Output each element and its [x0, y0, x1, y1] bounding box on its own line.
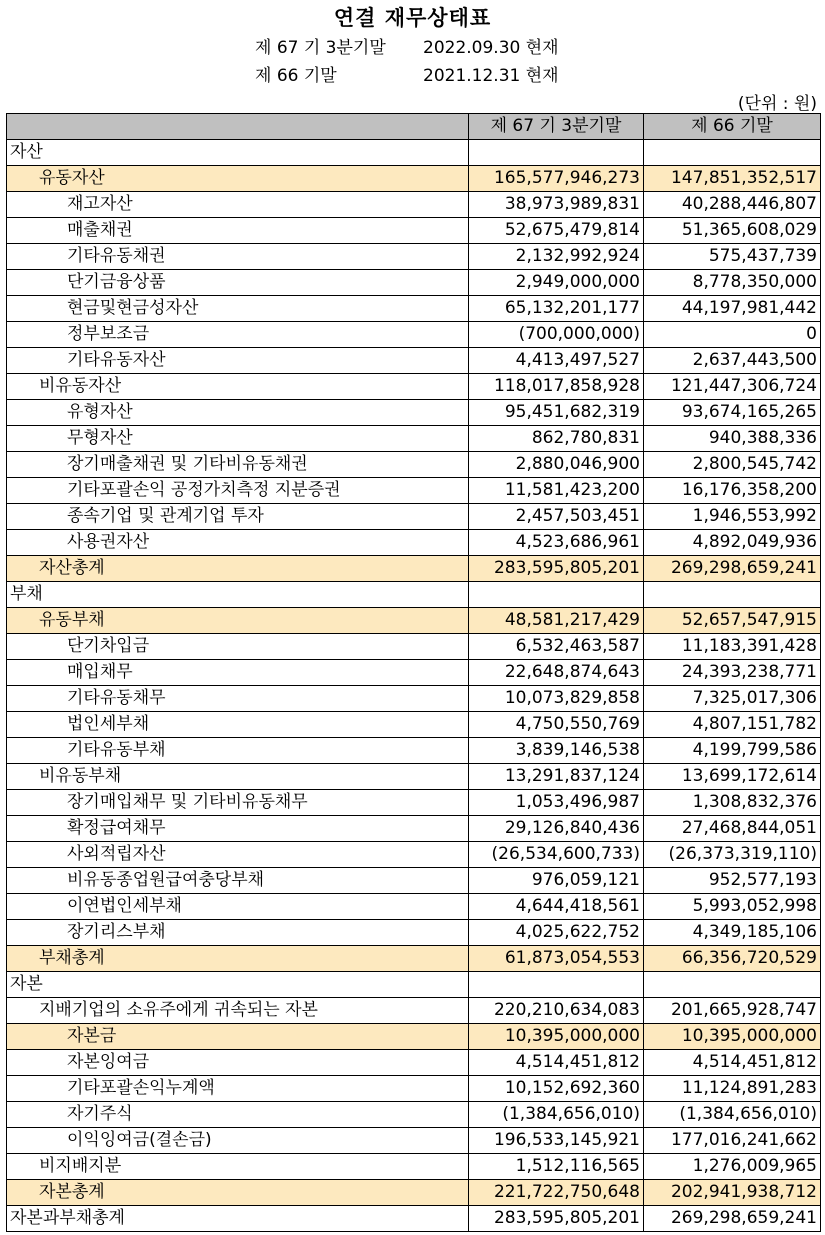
prior-period-value: 940,388,336 [644, 426, 821, 452]
current-period-value: 3,839,146,538 [469, 738, 644, 764]
table-body [7, 140, 821, 1232]
prior-period-value: 4,807,151,782 [644, 712, 821, 738]
table-row [7, 270, 821, 296]
prior-period-value: 11,124,891,283 [644, 1076, 821, 1102]
current-period-value: 976,059,121 [469, 868, 644, 894]
current-period-value: 4,413,497,527 [469, 348, 644, 374]
account-name: 자산 [7, 140, 469, 166]
prior-period-value: 10,395,000,000 [644, 1024, 821, 1050]
table-header-row [7, 114, 821, 140]
table-row [7, 608, 821, 634]
account-name: 비지배지분 [7, 1154, 469, 1180]
current-period-value: 38,973,989,831 [469, 192, 644, 218]
balance-sheet-table [6, 113, 821, 1232]
current-period-value: 2,949,000,000 [469, 270, 644, 296]
account-name: 기타유동부채 [7, 738, 469, 764]
current-period-value: 65,132,201,177 [469, 296, 644, 322]
current-period-value [469, 140, 644, 166]
account-name: 단기금융상품 [7, 270, 469, 296]
column-header-current: 제 67 기 3분기말 [469, 114, 644, 140]
account-name: 종속기업 및 관계기업 투자 [7, 504, 469, 530]
table-row [7, 1128, 821, 1154]
table-row [7, 1050, 821, 1076]
table-row [7, 660, 821, 686]
table-row [7, 218, 821, 244]
account-name: 유형자산 [7, 400, 469, 426]
current-period-value: 2,132,992,924 [469, 244, 644, 270]
prior-period-value: 1,276,009,965 [644, 1154, 821, 1180]
prior-period-value: 44,197,981,442 [644, 296, 821, 322]
account-name: 장기리스부채 [7, 920, 469, 946]
prior-period-value: 2,637,443,500 [644, 348, 821, 374]
table-row [7, 348, 821, 374]
current-period-value: 4,514,451,812 [469, 1050, 644, 1076]
account-name: 기타유동채권 [7, 244, 469, 270]
current-period-value: 10,395,000,000 [469, 1024, 644, 1050]
account-name: 장기매입채무 및 기타비유동채무 [7, 790, 469, 816]
current-period-value [469, 582, 644, 608]
prior-period-value: 24,393,238,771 [644, 660, 821, 686]
prior-period-value: 4,514,451,812 [644, 1050, 821, 1076]
current-period-value: 13,291,837,124 [469, 764, 644, 790]
current-period-value: 196,533,145,921 [469, 1128, 644, 1154]
account-name: 자기주식 [7, 1102, 469, 1128]
table-row [7, 244, 821, 270]
table-row [7, 634, 821, 660]
current-period-value: 10,152,692,360 [469, 1076, 644, 1102]
current-period-value: 95,451,682,319 [469, 400, 644, 426]
account-name: 자본 [7, 972, 469, 998]
table-row [7, 946, 821, 972]
table-row [7, 868, 821, 894]
unit-label: (단위 : 원) [737, 94, 817, 114]
prior-period-value: 7,325,017,306 [644, 686, 821, 712]
account-name: 자산총계 [7, 556, 469, 582]
current-period-value: 4,750,550,769 [469, 712, 644, 738]
prior-period-value: 575,437,739 [644, 244, 821, 270]
account-name: 기타유동자산 [7, 348, 469, 374]
prior-period-value: 177,016,241,662 [644, 1128, 821, 1154]
account-name: 자본과부채총계 [7, 1206, 469, 1232]
table-row [7, 712, 821, 738]
table-row [7, 998, 821, 1024]
account-name: 기타유동채무 [7, 686, 469, 712]
table-row [7, 140, 821, 166]
prior-period-value: 52,657,547,915 [644, 608, 821, 634]
prior-period-value: 11,183,391,428 [644, 634, 821, 660]
account-name: 매출채권 [7, 218, 469, 244]
table-row [7, 738, 821, 764]
prior-period-value: (26,373,319,110) [644, 842, 821, 868]
account-name: 기타포괄손익 공정가치측정 지분증권 [7, 478, 469, 504]
account-name: 확정급여채무 [7, 816, 469, 842]
current-period-label: 제 67 기 3분기말 [255, 38, 386, 58]
current-period-value: 221,722,750,648 [469, 1180, 644, 1206]
current-period-value: 1,512,116,565 [469, 1154, 644, 1180]
table-row [7, 322, 821, 348]
prior-period-value: 93,674,165,265 [644, 400, 821, 426]
current-period-value: 283,595,805,201 [469, 1206, 644, 1232]
prior-period-value: 952,577,193 [644, 868, 821, 894]
account-name: 이익잉여금(결손금) [7, 1128, 469, 1154]
prior-period-value: 16,176,358,200 [644, 478, 821, 504]
prior-period-value: 5,993,052,998 [644, 894, 821, 920]
table-row [7, 1024, 821, 1050]
prior-period-value: 2,800,545,742 [644, 452, 821, 478]
account-name: 비유동부채 [7, 764, 469, 790]
prior-period-value: 4,349,185,106 [644, 920, 821, 946]
current-period-value: 2,880,046,900 [469, 452, 644, 478]
table-row [7, 374, 821, 400]
current-period-value: (700,000,000) [469, 322, 644, 348]
table-row [7, 816, 821, 842]
account-name: 법인세부채 [7, 712, 469, 738]
current-period-value: 283,595,805,201 [469, 556, 644, 582]
prior-period-value: 1,946,553,992 [644, 504, 821, 530]
current-period-date: 2022.09.30 현재 [423, 38, 559, 58]
account-name: 정부보조금 [7, 322, 469, 348]
table-row [7, 790, 821, 816]
account-name: 재고자산 [7, 192, 469, 218]
table-row [7, 1154, 821, 1180]
statement-title: 연결 재무상태표 [333, 6, 492, 30]
current-period-value: 10,073,829,858 [469, 686, 644, 712]
account-name: 비유동종업원급여충당부채 [7, 868, 469, 894]
account-name: 단기차입금 [7, 634, 469, 660]
current-period-value: 4,523,686,961 [469, 530, 644, 556]
current-period-value: 29,126,840,436 [469, 816, 644, 842]
table-row [7, 478, 821, 504]
account-name: 자본잉여금 [7, 1050, 469, 1076]
table-row [7, 582, 821, 608]
prior-period-value: 40,288,446,807 [644, 192, 821, 218]
current-period-value: 4,644,418,561 [469, 894, 644, 920]
account-name: 무형자산 [7, 426, 469, 452]
account-name: 기타포괄손익누계액 [7, 1076, 469, 1102]
prior-period-value: 8,778,350,000 [644, 270, 821, 296]
prior-period-value: 51,365,608,029 [644, 218, 821, 244]
prior-period-value: 269,298,659,241 [644, 1206, 821, 1232]
table-row [7, 972, 821, 998]
prior-period-value: (1,384,656,010) [644, 1102, 821, 1128]
current-period-value: 4,025,622,752 [469, 920, 644, 946]
prior-period-value: 1,308,832,376 [644, 790, 821, 816]
account-name: 유동자산 [7, 166, 469, 192]
table-row [7, 400, 821, 426]
account-name: 매입채무 [7, 660, 469, 686]
current-period-value: 2,457,503,451 [469, 504, 644, 530]
table-row [7, 426, 821, 452]
table-row [7, 842, 821, 868]
prior-period-value: 13,699,172,614 [644, 764, 821, 790]
column-header-prior: 제 66 기말 [644, 114, 821, 140]
current-period-value: (1,384,656,010) [469, 1102, 644, 1128]
prior-period-value: 121,447,306,724 [644, 374, 821, 400]
prior-period-value: 27,468,844,051 [644, 816, 821, 842]
account-name: 이연법인세부채 [7, 894, 469, 920]
prior-period-value [644, 582, 821, 608]
current-period-value: 220,210,634,083 [469, 998, 644, 1024]
table-row [7, 920, 821, 946]
table-row [7, 1076, 821, 1102]
table-row [7, 530, 821, 556]
account-name: 장기매출채권 및 기타비유동채권 [7, 452, 469, 478]
table-row [7, 296, 821, 322]
account-name: 부채 [7, 582, 469, 608]
table-row [7, 166, 821, 192]
column-header-account [7, 114, 469, 140]
account-name: 현금및현금성자산 [7, 296, 469, 322]
current-period-value: (26,534,600,733) [469, 842, 644, 868]
prior-period-value: 269,298,659,241 [644, 556, 821, 582]
current-period-value: 862,780,831 [469, 426, 644, 452]
table-row [7, 192, 821, 218]
account-name: 지배기업의 소유주에게 귀속되는 자본 [7, 998, 469, 1024]
prior-period-value: 147,851,352,517 [644, 166, 821, 192]
current-period-value: 165,577,946,273 [469, 166, 644, 192]
prior-period-value [644, 140, 821, 166]
current-period-value: 6,532,463,587 [469, 634, 644, 660]
prior-period-value: 4,892,049,936 [644, 530, 821, 556]
account-name: 자본총계 [7, 1180, 469, 1206]
table-row [7, 894, 821, 920]
account-name: 유동부채 [7, 608, 469, 634]
table-row [7, 1180, 821, 1206]
table-row [7, 556, 821, 582]
current-period-value: 48,581,217,429 [469, 608, 644, 634]
account-name: 사용권자산 [7, 530, 469, 556]
table-row [7, 1206, 821, 1232]
current-period-value: 11,581,423,200 [469, 478, 644, 504]
current-period-value: 61,873,054,553 [469, 946, 644, 972]
account-name: 자본금 [7, 1024, 469, 1050]
prior-period-value: 4,199,799,586 [644, 738, 821, 764]
table-row [7, 504, 821, 530]
current-period-value: 118,017,858,928 [469, 374, 644, 400]
table-row [7, 764, 821, 790]
prior-period-value: 202,941,938,712 [644, 1180, 821, 1206]
prior-period-date: 2021.12.31 현재 [423, 66, 559, 86]
current-period-value: 22,648,874,643 [469, 660, 644, 686]
current-period-value: 52,675,479,814 [469, 218, 644, 244]
prior-period-value [644, 972, 821, 998]
table-row [7, 452, 821, 478]
prior-period-value: 66,356,720,529 [644, 946, 821, 972]
current-period-value: 1,053,496,987 [469, 790, 644, 816]
prior-period-value: 201,665,928,747 [644, 998, 821, 1024]
account-name: 사외적립자산 [7, 842, 469, 868]
prior-period-label: 제 66 기말 [255, 66, 337, 86]
account-name: 부채총계 [7, 946, 469, 972]
account-name: 비유동자산 [7, 374, 469, 400]
table-row [7, 686, 821, 712]
current-period-value [469, 972, 644, 998]
prior-period-value: 0 [644, 322, 821, 348]
table-row [7, 1102, 821, 1128]
